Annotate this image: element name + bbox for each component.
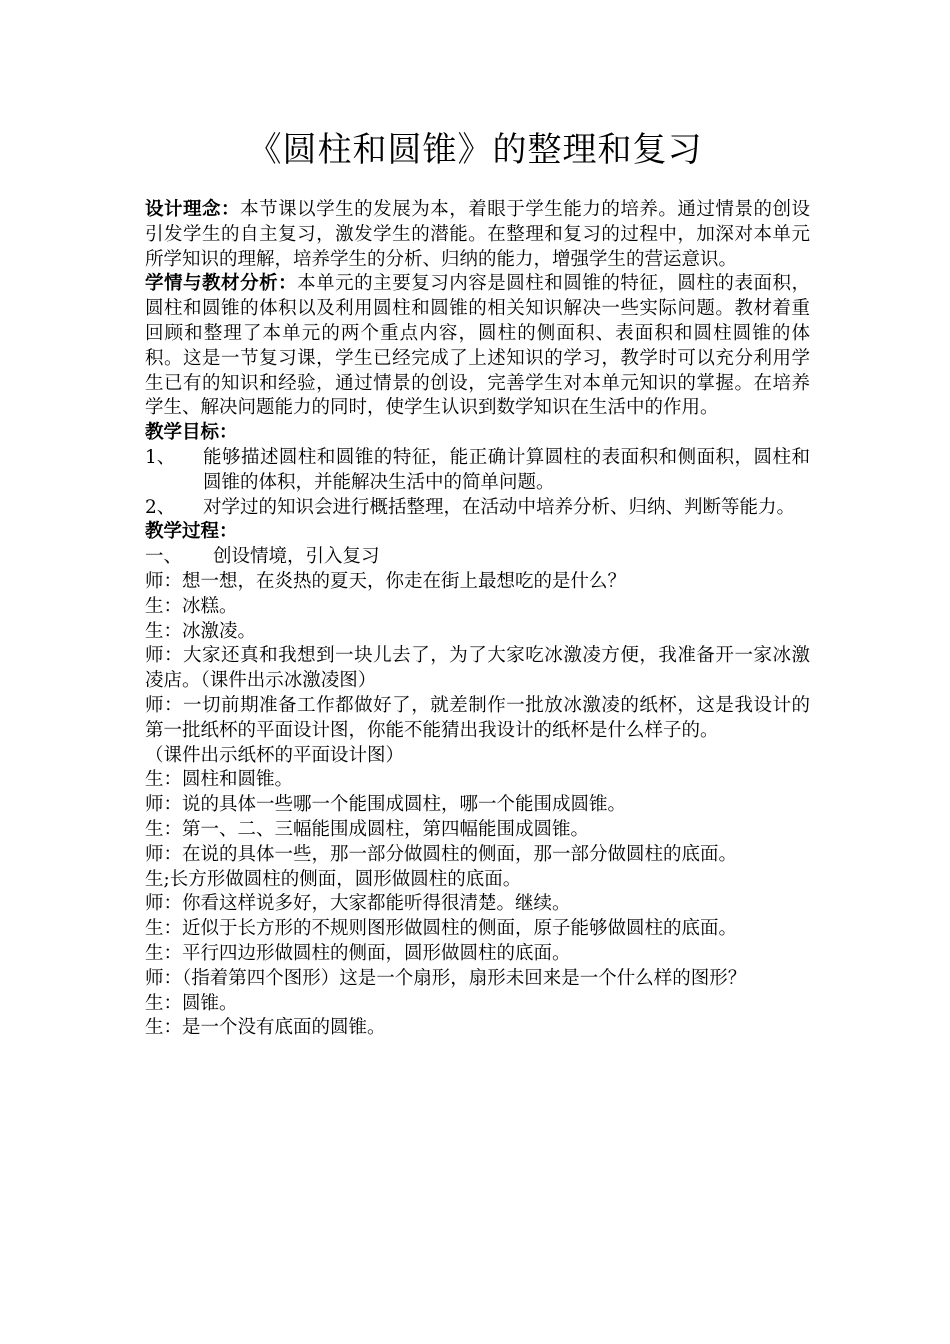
dialogue-line: （课件出示纸杯的平面设计图） [145, 744, 405, 766]
goals-heading: 教学目标： [145, 422, 238, 444]
analysis-label: 学情与教材分析： [145, 273, 298, 295]
dialogue-line: 生：圆锥。 [145, 992, 238, 1014]
dialogue-line: 师：说的具体一些哪一个能围成圆柱，哪一个能围成圆锥。 [145, 794, 627, 816]
dialogue-line: 生;长方形做圆柱的侧面，圆形做圆柱的底面。 [145, 868, 522, 890]
section-title: 创设情境，引入复习 [213, 546, 380, 568]
analysis-paragraph [145, 272, 810, 421]
goal-text: 对学过的知识会进行概括整理，在活动中培养分析、归纳、判断等能力。 [203, 496, 796, 518]
section-number: 一、 [145, 546, 183, 568]
design-text: 本节课以学生的发展为本，着眼于学生能力的培养。通过情景的创设引发学生的自主复习，激发学生的潜能。在整理和复习的过程中，加深对本单元所学知识的理解，培养学生的分析、归纳的能力，增强学生的营运意识。 [145, 199, 810, 270]
process-heading: 教学过程： [145, 521, 238, 543]
document-body [145, 198, 810, 1041]
dialogue-line: 生：近似于长方形的不规则图形做圆柱的侧面，原子能够做圆柱的底面。 [145, 918, 738, 940]
dialogue-line: 生：圆柱和圆锥。 [145, 769, 294, 791]
dialogue-line: 生：冰糕。 [145, 595, 238, 617]
dialogue-line: 师：（指着第四个图形）这是一个扇形，扇形未回来是一个什么样的图形？ [145, 967, 747, 989]
design-label: 设计理念： [145, 199, 241, 220]
design-paragraph [145, 198, 810, 272]
goal-text: 能够描述圆柱和圆锥的特征，能正确计算圆柱的表面积和侧面积，圆柱和圆锥的体积，并能解决生活中的简单问题。 [203, 446, 810, 493]
dialogue-line: 师：一切前期准备工作都做好了，就差制作一批放冰激凌的纸杯，这是我设计的第一批纸杯的平面设计图，你能不能猜出我设计的纸杯是什么样子的。 [145, 694, 810, 741]
analysis-text: 本单元的主要复习内容是圆柱和圆锥的特征，圆柱的表面积，圆柱和圆锥的体积以及利用圆柱和圆锥的相关知识解决一些实际问题。教材着重回顾和整理了本单元的两个重点内容，圆柱的侧面积、表面积和圆柱圆锥的体积。这是一节复习课，学生已经完成了上述知识的学习，教学时可以充分利用学生已有的知识和经验，通过情景的创设，完善学生对本单元知识的掌握。在培养学生、解决问题能力的同时，使学生认识到数学知识在生活中的作用。 [145, 273, 810, 419]
dialogue-line: 师：在说的具体一些，那一部分做圆柱的侧面，那一部分做圆柱的底面。 [145, 843, 738, 865]
dialogue-line: 生：平行四边形做圆柱的侧面，圆形做圆柱的底面。 [145, 942, 571, 964]
dialogue-line: 师：想一想，在炎热的夏天，你走在街上最想吃的是什么？ [145, 570, 627, 592]
dialogue-line: 生：冰激凌。 [145, 620, 257, 642]
dialogue-line: 师：大家还真和我想到一块儿去了，为了大家吃冰激凌方便，我准备开一家冰激凌店。（课件出示冰激凌图） [145, 645, 810, 692]
section-heading [145, 545, 810, 570]
dialogue-line: 师：你看这样说多好，大家都能听得很清楚。继续。 [145, 893, 571, 915]
goal-number: 1、 [145, 446, 176, 468]
dialogue-line: 生：是一个没有底面的圆锥。 [145, 1017, 386, 1039]
document-title: 《圆柱和圆锥》的整理和复习 [247, 130, 703, 170]
dialogue-line: 生：第一、二、三幅能围成圆柱，第四幅能围成圆锥。 [145, 818, 590, 840]
goal-item [145, 446, 810, 496]
goal-number: 2、 [145, 496, 176, 518]
goal-item [145, 496, 810, 521]
